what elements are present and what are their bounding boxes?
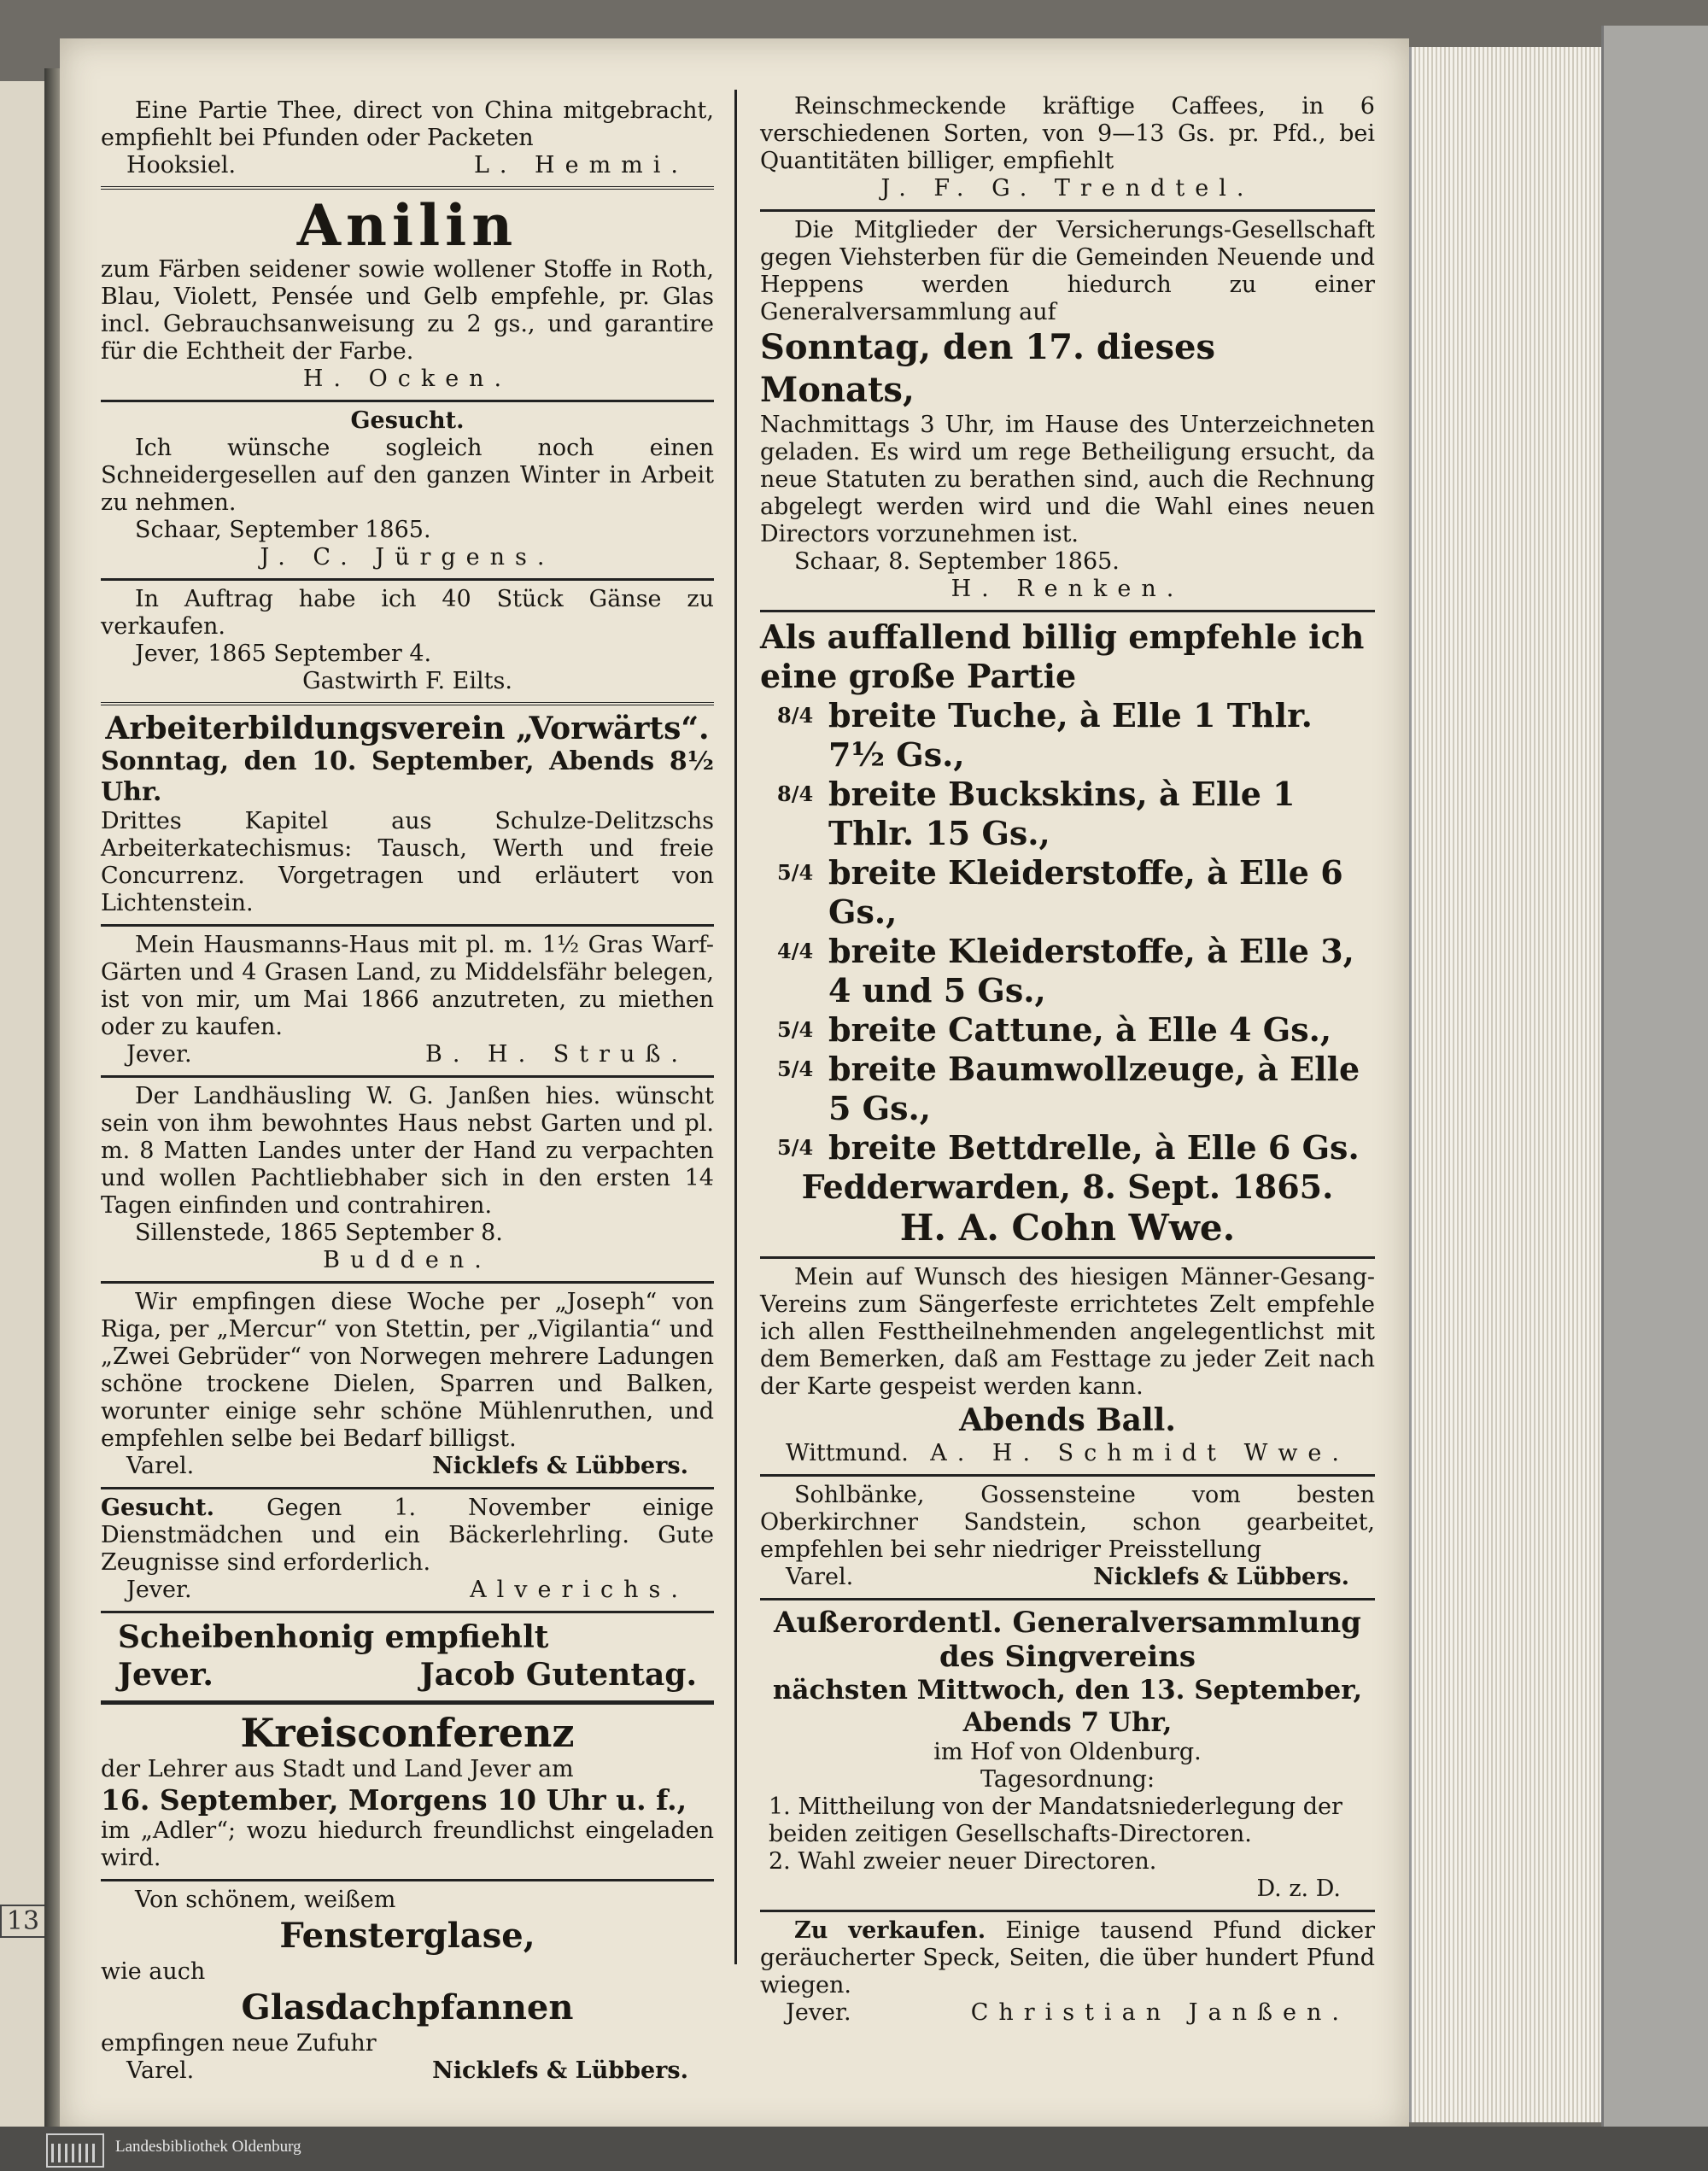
ad-text: In Auftrag habe ich 40 Stück Gänse zu verkaufen. — [101, 586, 714, 640]
ad-heading: Fensterglase, — [279, 1916, 535, 1956]
ad-text: Nachmittags 3 Uhr, im Hause des Unterzeichneten geladen. Es wird um rege Betheiligung ersucht, da neue Statuten zu berathen sind, auch die Rechnung abgelegt werden wird und die Wahl eines neuen Directors vorzunehmen ist. — [760, 412, 1375, 547]
ad-signer: H. A. Cohn Wwe. — [899, 1207, 1236, 1249]
ad-landhaeusling — [101, 1080, 714, 1279]
ad-divider — [101, 1879, 714, 1881]
agenda-list — [760, 1794, 1375, 1875]
ad-signer: H. Ocken. — [302, 366, 512, 392]
ad-intro: Als auffallend billig empfehle ich eine große Partie — [760, 617, 1365, 695]
ad-hausmannshaus — [101, 928, 714, 1074]
ad-heading: Arbeiterbildungsverein „Vorwärts“. — [105, 711, 710, 746]
ad-text: Eine Partie Thee, direct von China mitgebracht, empfiehlt bei Pfunden oder Packeten — [101, 97, 714, 151]
ad-gesucht-dienst — [101, 1491, 714, 1609]
ad-heading: Abends Ball. — [959, 1402, 1176, 1438]
ad-divider — [101, 400, 714, 402]
ad-divider — [101, 924, 714, 927]
price-item-text: breite Baumwollzeuge, à Elle 5 Gs., — [828, 1050, 1360, 1127]
ad-arbeiterverein — [101, 707, 714, 922]
price-list — [760, 696, 1375, 1167]
ad-divider — [760, 610, 1375, 612]
price-item-fraction: 5/4 — [777, 1135, 814, 1160]
ad-place: Jever. — [786, 1999, 851, 2026]
ad-place-date: Jever, 1865 September 4. — [135, 641, 432, 667]
ad-text: wie auch — [101, 1958, 206, 1985]
price-item — [760, 775, 1375, 853]
ad-place-date: Schaar, September 1865. — [135, 517, 431, 543]
ad-heading: Anilin — [296, 192, 518, 259]
ad-signer: H. Renken. — [951, 576, 1184, 602]
book-cover-edge — [1601, 26, 1708, 2135]
ad-place: Wittmund. — [786, 1440, 909, 1466]
ad-divider — [101, 1487, 714, 1489]
ad-singverein — [760, 1602, 1375, 1908]
ad-text: Mein auf Wunsch des hiesigen Männer-Gesang-Vereins zum Sängerfeste errichtetes Zelt empfehle ich allen Festtheilnehmenden angelegentlichst mit dem Bemerken, daß am Festtage zu jeder Zeit nach der Karte gespeist werden kann. — [760, 1264, 1375, 1400]
ad-heading: Glasdachpfannen — [241, 1987, 574, 2028]
price-item — [760, 853, 1375, 932]
ad-scheibenhonig — [101, 1615, 714, 1699]
ad-text: Sohlbänke, Gossensteine vom besten Oberkirchner Sandstein, schon gearbeitet, empfehlen bei sehr niedriger Preisstellung — [760, 1482, 1375, 1563]
ad-gaense — [101, 582, 714, 700]
price-item-text: breite Buckskins, à Elle 1 Thlr. 15 Gs., — [828, 775, 1296, 852]
ad-text: der Lehrer aus Stadt und Land Jever am — [101, 1756, 574, 1782]
ad-heading: Zu verkaufen. — [794, 1917, 986, 1944]
ad-signer: Nicklefs & Lübbers. — [432, 2057, 688, 2084]
ad-date-line: Sonntag, den 10. September, Abends 8½ Uhr. — [101, 746, 714, 807]
ad-place: Jever. — [126, 1041, 192, 1068]
price-item-text: breite Kleiderstoffe, à Elle 3, 4 und 5 Gs., — [828, 932, 1354, 1009]
ad-signer: Jacob Gutentag. — [419, 1657, 697, 1693]
left-page-number-fragment: 13 — [0, 1905, 46, 1938]
newspaper-page — [60, 38, 1409, 2135]
price-item — [760, 696, 1375, 775]
price-item-text: breite Kleiderstoffe, à Elle 6 Gs., — [828, 853, 1343, 931]
ad-place-date: Sillenstede, 1865 September 8. — [135, 1220, 503, 1246]
ad-divider — [760, 1256, 1375, 1259]
ad-text: Drittes Kapitel aus Schulze-Delitzschs Arbeiterkatechismus: Tausch, Werth und freie Concurrenz. Vorgetragen und erläutert von Lichtenstein. — [101, 808, 714, 916]
ad-place: Varel. — [126, 2057, 195, 2084]
ad-text: Der Landhäusling W. G. Janßen hies. wünscht sein von ihm bewohntes Haus nebst Garten und pl. m. 8 Matten Landes unter der Hand zu verpachten und wollen Pachtliebhaber sich in den ersten 14 Tagen einfinden und contrahiren. — [101, 1083, 714, 1219]
ad-place-date: Schaar, 8. September 1865. — [794, 548, 1120, 575]
ad-signer: Gastwirth F. Eilts. — [302, 668, 512, 694]
ad-place-date: Fedderwarden, 8. Sept. 1865. — [801, 1167, 1334, 1206]
ad-signer: Christian Janßen. — [970, 1999, 1349, 2026]
ad-caffee — [760, 90, 1375, 208]
ad-agenda-title: Tagesordnung: — [980, 1766, 1155, 1793]
column-divider — [734, 90, 737, 1964]
ad-signer: Alverichs. — [470, 1577, 688, 1603]
price-item-fraction: 4/4 — [777, 939, 814, 963]
ad-signer: J. C. Jürgens. — [260, 544, 555, 571]
ad-cohn — [760, 614, 1375, 1255]
ad-divider — [760, 1598, 1375, 1600]
ad-sohlbaenke — [760, 1478, 1375, 1596]
ad-text: Wir empfingen diese Woche per „Joseph“ von Riga, per „Mercur“ von Stettin, per „Vigilantia“ und „Zwei Gebrüder“ von Norwegen mehrere Ladungen schöne trockene Dielen, Sparren und Balken, worunter einige sehr schöne Mühlenruthen, und empfehlen selbe bei Bedarf billigst. — [101, 1289, 714, 1452]
price-item — [760, 932, 1375, 1010]
ad-signer: Nicklefs & Lübbers. — [1093, 1564, 1349, 1590]
price-item-fraction: 5/4 — [777, 1017, 814, 1042]
book-gutter — [44, 68, 61, 2135]
ad-text: empfingen neue Zufuhr — [101, 2030, 377, 2057]
ad-text: zum Färben seidener sowie wollener Stoffe in Roth, Blau, Violett, Pensée und Gelb empfehle, pr. Glas incl. Gebrauchsanweisung zu 2 gs., und garantire für die Echtheit der Farbe. — [101, 256, 714, 365]
ad-fensterglas — [101, 1883, 714, 2090]
price-item-fraction: 8/4 — [777, 781, 814, 806]
ad-divider — [760, 209, 1375, 212]
ad-place: Jever. — [126, 1577, 192, 1603]
ad-divider — [101, 1281, 714, 1284]
ad-signer: B. H. Struß. — [425, 1041, 688, 1068]
ad-divider — [101, 1700, 714, 1705]
ad-place: Jever. — [118, 1657, 214, 1693]
ad-kreisconferenz — [101, 1706, 714, 1877]
ad-text: Einige tausend Pfund dicker geräucherter Speck, Seiten, die über hundert Pfund wiegen. — [760, 1917, 1375, 1998]
ad-divider — [760, 1910, 1375, 1912]
ad-signer: D. z. D. — [1256, 1875, 1341, 1902]
ad-divider — [101, 1075, 714, 1078]
ad-divider — [101, 1611, 714, 1613]
ad-text: Scheibenhonig empfiehlt — [118, 1619, 549, 1655]
price-item-fraction: 5/4 — [777, 860, 814, 885]
ad-heading: Außerordentl. Generalversammlung des Singvereins — [774, 1606, 1361, 1674]
ad-text: Die Mitglieder der Versicherungs-Gesellschaft gegen Viehsterben für die Gemeinden Neuende und Heppens werden hiedurch zu einer Generalversammlung auf — [760, 217, 1375, 325]
price-item-text: breite Bettdrelle, à Elle 6 Gs. — [828, 1128, 1360, 1167]
agenda-item: 1. Mittheilung von der Mandatsniederlegung der beiden zeitigen Gesellschafts-Directoren. — [769, 1794, 1342, 1847]
ad-place: Hooksiel. — [126, 152, 237, 178]
ad-text: Reinschmeckende kräftige Caffees, in 6 verschiedenen Sorten, von 9—13 Gs. pr. Pfd., bei Quantitäten billiger, empfiehlt — [760, 93, 1375, 174]
ad-holzladung — [101, 1285, 714, 1485]
left-column — [101, 38, 714, 2090]
price-item-fraction: 5/4 — [777, 1056, 814, 1081]
right-column — [760, 38, 1375, 2032]
library-logo-icon — [46, 2133, 104, 2168]
ad-place: Varel. — [126, 1453, 195, 1479]
price-item — [760, 1010, 1375, 1050]
ad-signer: Budden. — [323, 1247, 492, 1273]
price-item-text: breite Cattune, à Elle 4 Gs., — [828, 1010, 1332, 1049]
ad-gesucht-schneider — [101, 404, 714, 576]
ad-thee — [101, 94, 714, 184]
ad-place: Varel. — [786, 1564, 854, 1590]
ad-anilin — [101, 191, 714, 398]
left-page-edge — [0, 81, 46, 2127]
ad-date-line: nächsten Mittwoch, den 13. September, — [772, 1675, 1363, 1706]
ad-heading: Kreisconferenz — [240, 1710, 575, 1756]
ad-signer: L. Hemmi. — [473, 152, 688, 178]
ad-date-line: 16. September, Morgens 10 Uhr u. f., — [101, 1783, 687, 1817]
library-name: Landesbibliothek Oldenburg — [115, 2138, 301, 2156]
ad-divider — [101, 578, 714, 581]
ad-date-line: Sonntag, den 17. dieses Monats, — [760, 327, 1215, 410]
ad-signer: A. H. Schmidt Wwe. — [930, 1440, 1349, 1466]
price-item-text: breite Tuche, à Elle 1 Thlr. 7½ Gs., — [828, 696, 1313, 774]
ad-text: Gegen 1. November einige Dienstmädchen und ein Bäckerlehrling. Gute Zeugnisse sind erforderlich. — [101, 1495, 714, 1576]
ad-text: im „Adler“; wozu hiedurch freundlichst eingeladen wird. — [101, 1817, 714, 1871]
ad-divider — [101, 702, 714, 705]
ad-zelt — [760, 1261, 1375, 1472]
ad-time-line: Abends 7 Uhr, — [962, 1707, 1173, 1738]
ad-heading: Gesucht. — [101, 1495, 215, 1521]
ad-divider — [101, 186, 714, 190]
library-footer — [0, 2127, 1708, 2171]
ad-heading: Gesucht. — [350, 407, 465, 434]
price-item — [760, 1050, 1375, 1128]
page-stack-edges — [1409, 47, 1604, 2122]
price-item-fraction: 8/4 — [777, 703, 814, 728]
ad-text: Mein Hausmanns-Haus mit pl. m. 1½ Gras Warf-Gärten und 4 Grasen Land, zu Middelsfähr belegen, ist von mir, um Mai 1866 anzutreten, zu miethen oder zu kaufen. — [101, 932, 714, 1040]
ad-speck — [760, 1914, 1375, 2032]
ad-signer: J. F. G. Trendtel. — [880, 175, 1255, 202]
ad-versicherung — [760, 214, 1375, 608]
ad-signer: Nicklefs & Lübbers. — [432, 1453, 688, 1479]
price-item — [760, 1128, 1375, 1167]
ad-location: im Hof von Oldenburg. — [933, 1739, 1202, 1765]
ad-text: Von schönem, weißem — [135, 1887, 396, 1913]
agenda-item: 2. Wahl zweier neuer Directoren. — [769, 1848, 1157, 1875]
ad-text: Ich wünsche sogleich noch einen Schneidergesellen auf den ganzen Winter in Arbeit zu nehmen. — [101, 435, 714, 516]
ad-divider — [760, 1474, 1375, 1477]
